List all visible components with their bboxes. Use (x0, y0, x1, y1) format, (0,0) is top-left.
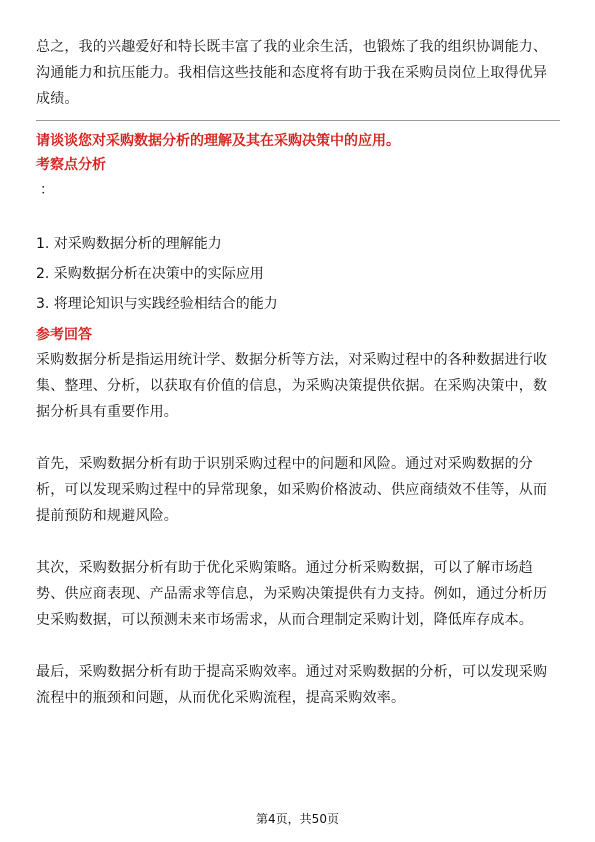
answer-paragraph: 最后，采购数据分析有助于提高采购效率。通过对采购数据的分析，可以发现采购流程中的瓶颈和问题，从而优化采购流程，提高采购效率。 (36, 664, 548, 706)
list-item: 2. 采购数据分析在决策中的实际应用 (36, 266, 264, 282)
page-content (36, 34, 560, 737)
list-item: 1. 对采购数据分析的理解能力 (36, 236, 222, 252)
analysis-points-list (36, 229, 560, 319)
page-number-footer: 第4页，共50页 (256, 812, 339, 826)
answer-paragraph: 采购数据分析是指运用统计学、数据分析等方法，对采购过程中的各种数据进行收集、整理、分析，以获取有价值的信息，为采购决策提供依据。在采购决策中，数据分析具有重要作用。 (36, 352, 548, 420)
answer-paragraph: 其次，采购数据分析有助于优化采购策略。通过分析采购数据，可以了解市场趋势、供应商表现、产品需求等信息，为采购决策提供有力支持。例如，通过分析历史采购数据，可以预测未来市场需求，从而合理制定采购计划，降低库存成本。 (36, 560, 548, 628)
question-title: 请谈谈您对采购数据分析的理解及其在采购决策中的应用。 (36, 133, 400, 149)
analysis-colon: ： (40, 182, 54, 198)
answer-paragraph: 首先，采购数据分析有助于识别采购过程中的问题和风险。通过对采购数据的分析，可以发现采购过程中的异常现象，如采购价格波动、供应商绩效不佳等，从而提前预防和规避风险。 (36, 456, 548, 524)
list-item: 3. 将理论知识与实践经验相结合的能力 (36, 296, 278, 312)
analysis-heading: 考察点分析 (36, 157, 106, 173)
section-divider (36, 120, 560, 121)
intro-paragraph: 总之，我的兴趣爱好和特长既丰富了我的业余生活，也锻炼了我的组织协调能力、沟通能力和抗压能力。我相信这些技能和态度将有助于我在采购员岗位上取得优异成绩。 (36, 39, 548, 107)
answer-heading: 参考回答 (36, 327, 92, 343)
